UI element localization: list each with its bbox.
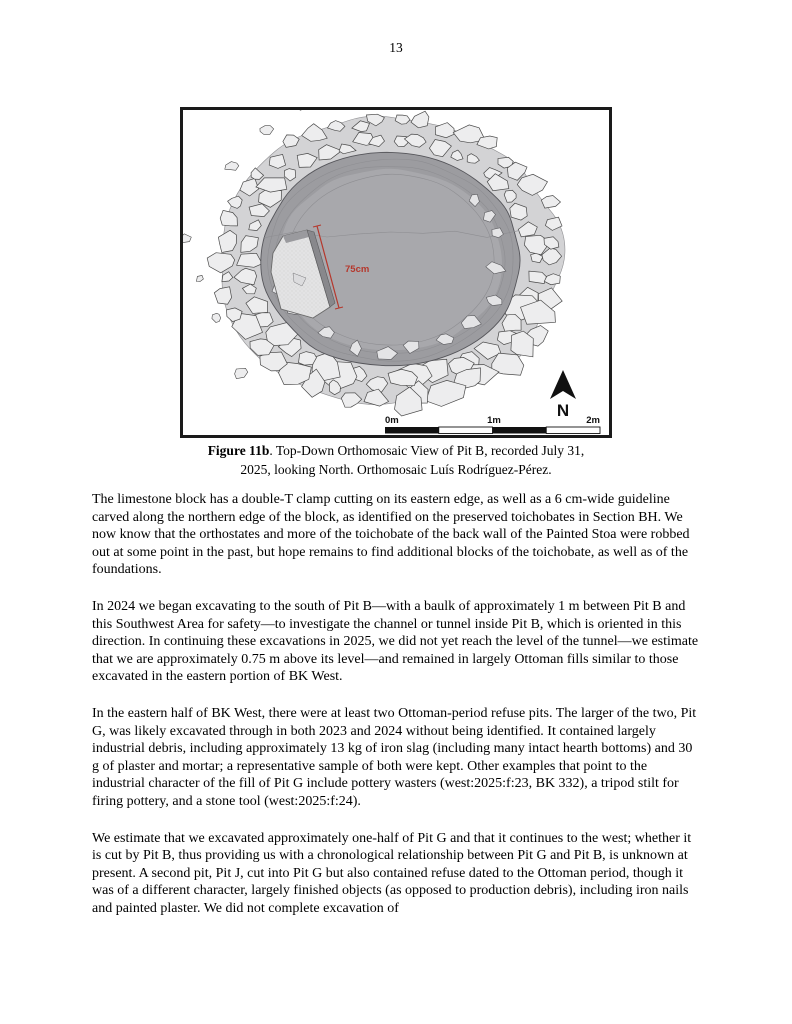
body-paragraph-1: The limestone block has a double-T clamp cutting on its eastern edge, as well as a 6 cm-wide guideline carved along the northern edge of the block, as identified on the preserved toichobates in Section BH. We now know that the orthostates and more of the toichobate of the back wall of the Painted Stoa were robbed out at some point in the past, but hope remains to find additional blocks of the toichobate, as well as of the foundations.	[92, 492, 690, 578]
caption-line-2: 2025, looking North. Orthomosaic Luís Rodríguez-Pérez.	[240, 462, 552, 477]
north-label: N	[556, 401, 570, 420]
caption-line-1-text: . Top-Down Orthomosaic View of Pit B, recorded July 31,	[269, 443, 585, 458]
measurement-label: 75cm	[345, 264, 370, 275]
page-number: 13	[389, 40, 403, 55]
body-paragraph-3: In the eastern half of BK West, there were at least two Ottoman-period refuse pits. The larger of the two, Pit G, was likely excavated through in both 2023 and 2024 without being identified. It contained largely industrial debris, including approximately 13 kg of iron slag (including many intact hearth bottoms) and 30 g of plaster and mortar; a representative sample of both were kept. Other examples that point to the industrial character of the fill of Pit G include pottery wasters (west:2025:f:23, BK 332), a tripod stilt for firing pottery, and a stone tool (west:2025:f:24).	[92, 705, 697, 809]
scale-label-2m: 2m	[586, 415, 600, 426]
caption-line-1	[180, 441, 612, 460]
body-paragraph-4: We estimate that we excavated approximately one-half of Pit G and that it continues to the west; whether it is cut by Pit B, thus providing us with a chronological relationship between Pit G and Pit B, is unknown at present. A second pit, Pit J, cut into Pit G but also contained refuse dated to the Ottoman period, though it was of a different character, largely finished objects (as opposed to production debris), including iron nails and painted plaster. We did not complete excavation of	[92, 830, 692, 916]
caption-figure-number: Figure 11b	[207, 443, 270, 458]
figure-11b	[180, 107, 612, 479]
pit-orthomosaic-drawing	[183, 110, 609, 435]
figure-caption	[180, 441, 612, 479]
figure-frame	[180, 107, 612, 438]
north-arrow-icon	[550, 370, 576, 420]
scale-label-1m: 1m	[487, 415, 501, 426]
body-paragraph-2: In 2024 we began excavating to the south of Pit B—with a baulk of approximately 1 m between Pit B and this Southwest Area for safety—to investigate the channel or tunnel inside Pit B, which is oriented in this direction. In continuing these excavations in 2025, we did not yet reach the level of the tunnel—we estimate that we are approximately 0.75 m above its level—and remained in largely Ottoman fills similar to those excavated in the eastern portion of BK West.	[92, 598, 699, 685]
scale-label-0m: 0m	[385, 415, 399, 426]
body-text	[92, 491, 702, 917]
